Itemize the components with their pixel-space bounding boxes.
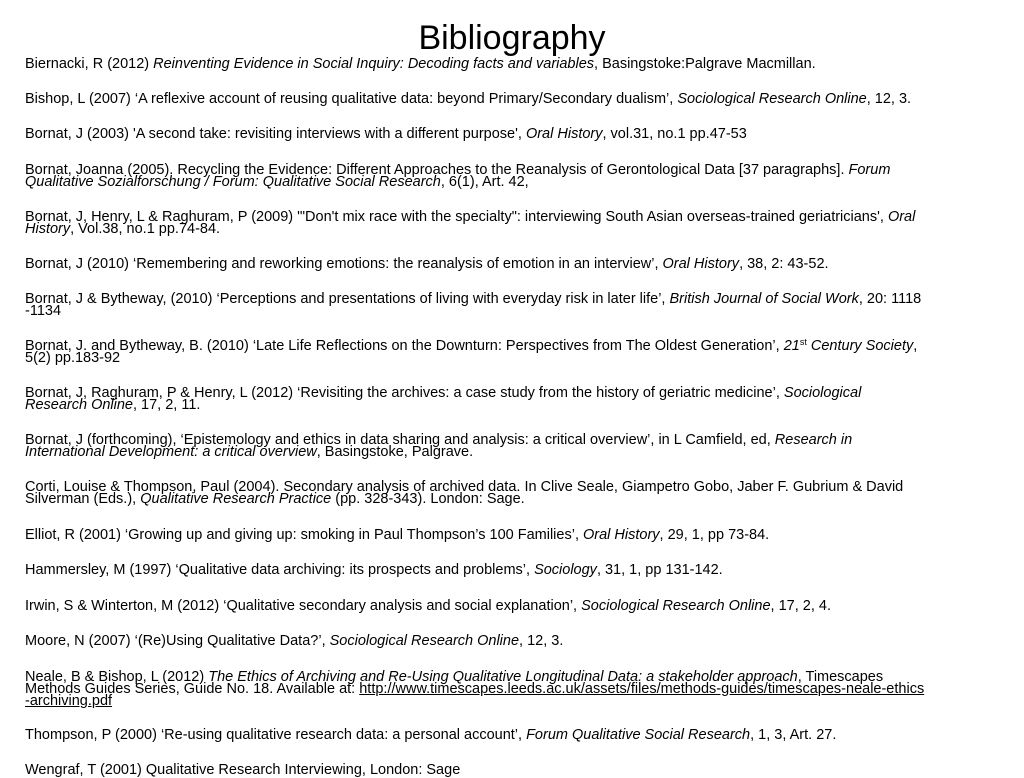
bib-entry-moore: Moore, N (2007) ‘(Re)Using Qualitative Data?’, Sociological Research Online, 12, 3.: [25, 633, 564, 649]
bib-entry-biernacki: Biernacki, R (2012) Reinventing Evidence in Social Inquiry: Decoding facts and variables, Basingstoke:Palgrave Macmillan.: [25, 56, 816, 72]
bib-entry-corti: Corti, Louise & Thompson, Paul (2004). Secondary analysis of archived data. In Clive Seale, Giampetro Gobo, Jaber F. Gubrium & David Silverman (Eds.), Qualitative Research Practice (pp. 328-343). London: Sage.: [25, 479, 904, 507]
bib-entry-bornat-forthcoming: Bornat, J (forthcoming), ‘Epistemology and ethics in data sharing and analysis: a critical overview’, in L Camfield, ed, Research in International Development: a critical overview, Basingstoke, Palgrave.: [25, 432, 853, 460]
bib-entry-irwin: Irwin, S & Winterton, M (2012) ‘Qualitative secondary analysis and social explanation’, Sociological Research Online, 17, 2, 4.: [25, 598, 831, 614]
bib-entry-wengraf: Wengraf, T (2001) Qualitative Research Interviewing, London: Sage: [25, 762, 461, 778]
bib-entry-elliot: Elliot, R (2001) ‘Growing up and giving up: smoking in Paul Thompson’s 100 Families’, Oral History, 29, 1, pp 73-84.: [25, 527, 770, 543]
bib-entry-bornat-2010b: Bornat, J & Bytheway, (2010) ‘Perceptions and presentations of living with everyday risk in later life’, British Journal of Social Work, 20: 1118 -1134: [25, 291, 922, 319]
bib-entry-bornat-2009: Bornat, J, Henry, L & Raghuram, P (2009) '"Don't mix race with the specialty": interviewing South Asian overseas-trained geriatricians', Oral History, Vol.38, no.1 pp.74-84.: [25, 209, 916, 237]
page-title: Bibliography: [418, 19, 606, 57]
bib-entry-bornat-2012: Bornat, J, Raghuram, P & Henry, L (2012) ‘Revisiting the archives: a case study from the history of geriatric medicine’, Sociological Research Online, 17, 2, 11.: [25, 385, 862, 413]
bib-entry-neale: Neale, B & Bishop, L (2012) The Ethics of Archiving and Re-Using Qualitative Longitudinal Data: a stakeholder approach, Timescapes Methods Guides Series, Guide No. 18. Available at: http://www.timescapes.leeds.ac.uk/assets/files/methods-guides/timescapes-neale-ethics -archiving.pdf: [25, 669, 925, 709]
bib-entry-bornat-2005: Bornat, Joanna (2005). Recycling the Evidence: Different Approaches to the Reanalysis of Gerontological Data [37 paragraphs]. Forum Qualitative Sozialforschung / Forum: Qualitative Social Research, 6(1), Art. 42,: [25, 162, 891, 190]
timescapes-pdf-link[interactable]: http://www.timescapes.leeds.ac.uk/assets/files/methods-guides/timescapes-neale-ethics: [359, 681, 925, 697]
bib-entry-bornat-2010a: Bornat, J (2010) ‘Remembering and reworking emotions: the reanalysis of emotion in an interview’, Oral History, 38, 2: 43-52.: [25, 256, 829, 272]
bib-entry-bishop: Bishop, L (2007) ‘A reflexive account of reusing qualitative data: beyond Primary/Secondary dualism’, Sociological Research Online, 12, 3.: [25, 91, 912, 107]
bib-entry-bornat-2010c: Bornat, J. and Bytheway, B. (2010) ‘Late Life Reflections on the Downturn: Perspectives from The Oldest Generation’, 21st Century Society, 5(2) pp.183-92: [25, 337, 918, 366]
bib-entry-thompson: Thompson, P (2000) ‘Re-using qualitative research data: a personal account’, Forum Qualitative Social Research, 1, 3, Art. 27.: [25, 727, 837, 743]
bib-entry-hammersley: Hammersley, M (1997) ‘Qualitative data archiving: its prospects and problems’, Sociology, 31, 1, pp 131-142.: [25, 562, 723, 578]
bib-entry-bornat-2003: Bornat, J (2003) 'A second take: revisiting interviews with a different purpose', Oral History, vol.31, no.1 pp.47-53: [25, 126, 747, 142]
timescapes-pdf-link-cont[interactable]: -archiving.pdf: [25, 693, 113, 709]
